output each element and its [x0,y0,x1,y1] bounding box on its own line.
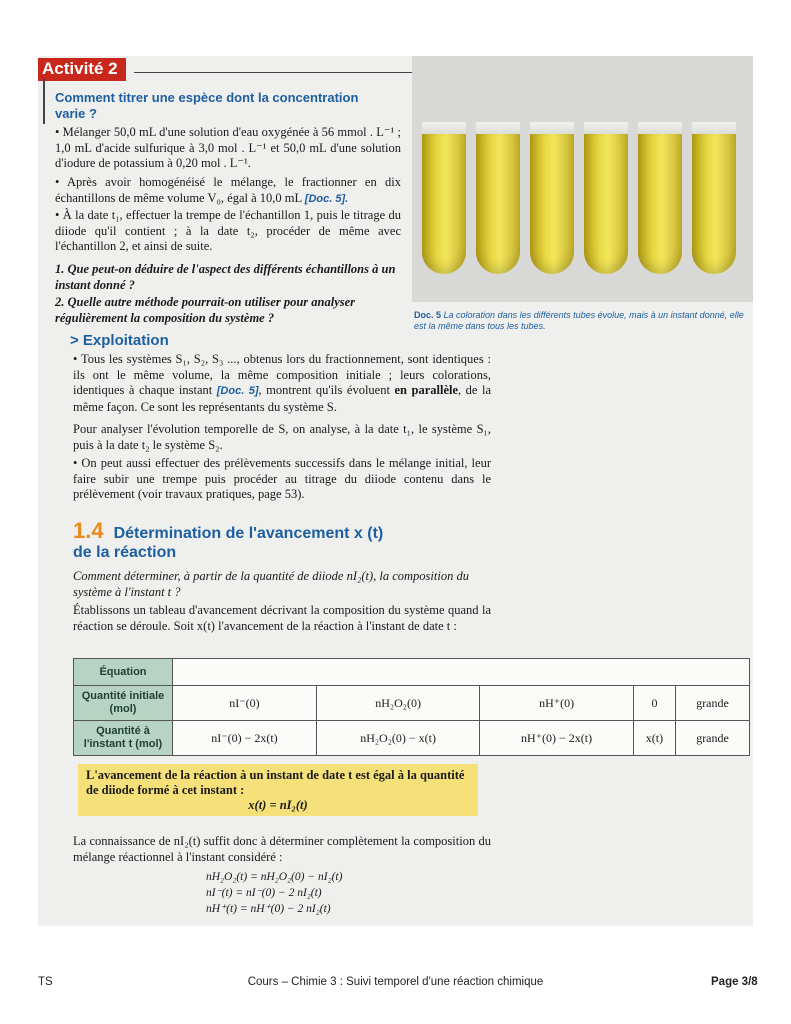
table-cell: grande [676,686,750,721]
exploitation-paragraph-2: Pour analyser l'évolution temporelle de S, on analyse, à la date t₁, le système S₁, puis à la date t₂ le système S₂. [73,422,491,452]
exploitation-p1-part-b: , montrent qu'ils évoluent [258,383,390,397]
test-tubes-photo [412,56,753,302]
footer-right: Page 3/8 [711,976,758,988]
section-intro-question: Comment déterminer, à partir de la quantité de diiode nI₂(t), la composition du système à l'instant t ? [73,569,469,599]
exploitation-p1-part-c: , de la même façon. Ce sont les représentants du système S. [73,383,492,414]
header-rule [134,72,414,73]
footer-center: Cours – Chimie 3 : Suivi temporel d'une réaction chimique [247,976,544,988]
activity-paragraph-2 [55,175,401,207]
activity-question-1: 1. Que peut-on déduire de l'aspect des différents échantillons à un instant donné ? [55,262,396,292]
activity-question: Comment titrer une espèce dont la concentration varie ? [55,90,359,121]
equation-h2o2: nH₂O₂(t) = nH₂O₂(0) − nI₂(t) [206,871,343,883]
table-row-initial [74,686,750,721]
table-row-equation [74,659,750,686]
key-result-box [78,764,478,816]
key-result-formula: x(t) = nI₂(t) [248,798,308,812]
key-result-text: L'avancement de la réaction à un instant de date t est égal à la quantité de diiode formé à cet instant : [86,768,465,797]
table-cell: nH₂O₂(0) − x(t) [316,721,479,756]
activity-question-2: 2. Quelle autre méthode pourrait-on utiliser pour analyser régulièrement la composition du système ? [55,295,356,325]
exploitation-heading: > Exploitation [70,332,169,349]
doc5-reference-2: [Doc. 5] [216,385,259,397]
equation-h-plus: nH⁺(t) = nH⁺(0) − 2 nI₂(t) [206,903,331,915]
side-rule [43,79,45,124]
table-cell: grande [676,721,750,756]
equation-iodide: nI⁻(t) = nI⁻(0) − 2 nI₂(t) [206,887,322,899]
table-row-at-t [74,721,750,756]
table-cell: nH₂O₂(0) [316,686,479,721]
exploitation-p1-bold: en parallèle [394,383,459,397]
activity-paragraph-1: • Mélanger 50,0 mL d'une solution d'eau oxygénée à 56 mmol . L⁻¹ ; 1,0 mL d'acide sulfurique à 3,0 mol . L⁻¹ et 50,0 mL d'une solution d'iodure de potassium à 0,20 mol . L⁻¹. [55,125,401,170]
table-cell: nH⁺(0) [480,686,634,721]
section-intro: Établissons un tableau d'avancement décrivant la composition du système quand la réaction se déroule. Soit x(t) l'avancement de la réaction à l'instant de date t : [73,603,491,633]
table-cell: nI⁻(0) − 2x(t) [173,721,317,756]
row-label-equation: Équation [74,659,173,686]
table-cell: nI⁻(0) [173,686,317,721]
conclusion-text: La connaissance de nI₂(t) suffit donc à déterminer complètement la composition du mélange réactionnel à l'instant considéré : [73,834,491,864]
footer-left: TS [38,976,53,988]
progress-table [73,658,750,756]
doc5-reference: [Doc. 5]. [304,192,349,205]
caption-label: Doc. 5 [414,310,442,320]
section-number: 1.4 [73,518,104,543]
exploitation-paragraph-1 [73,352,491,415]
section-title-line-1: Détermination de l'avancement x (t) [113,525,384,542]
activity-badge: Activité 2 [38,58,126,81]
table-cell: x(t) [633,721,675,756]
exploitation-paragraph-3: • On peut aussi effectuer des prélèvements successifs dans le mélange initial, leur faire subir une trempe puis procéder au titrage du diiode contenu dans le prélèvement (voir travaux pratiques, page 53). [73,456,491,501]
activity-paragraph-2-text: • Après avoir homogénéisé le mélange, le fractionner en dix échantillons de même volume V₀, égal à 10,0 mL [55,175,401,205]
table-cell: 0 [633,686,675,721]
row-label-at-t: Quantité à l'instant t (mol) [74,721,173,756]
scanned-page [38,56,753,926]
equation-cell [173,659,750,686]
table-cell: nH⁺(0) − 2x(t) [480,721,634,756]
caption-text: La coloration dans les différents tubes évolue, mais à un instant donné, elle est la même dans tous les tubes. [414,310,744,331]
activity-paragraph-3: • À la date t₁, effectuer la trempe de l'échantillon 1, puis le titrage du diiode qu'il contient ; à la date t₂, procéder de même avec l'échantillon 2, et ainsi de suite. [55,208,401,253]
composition-equations [206,869,342,917]
section-title-line-2: de la réaction [73,544,177,561]
figure-caption [414,310,752,332]
row-label-initial: Quantité initiale (mol) [74,686,173,721]
exploitation-p1-part-a: • Tous les systèmes S₁, S₂, S₃ ..., obtenus lors du fractionnement, sont identiques : ils ont le même volume, la même composition initiale ; leurs colorations, identiques à chaque instant [73,352,491,397]
section-heading [73,518,383,544]
